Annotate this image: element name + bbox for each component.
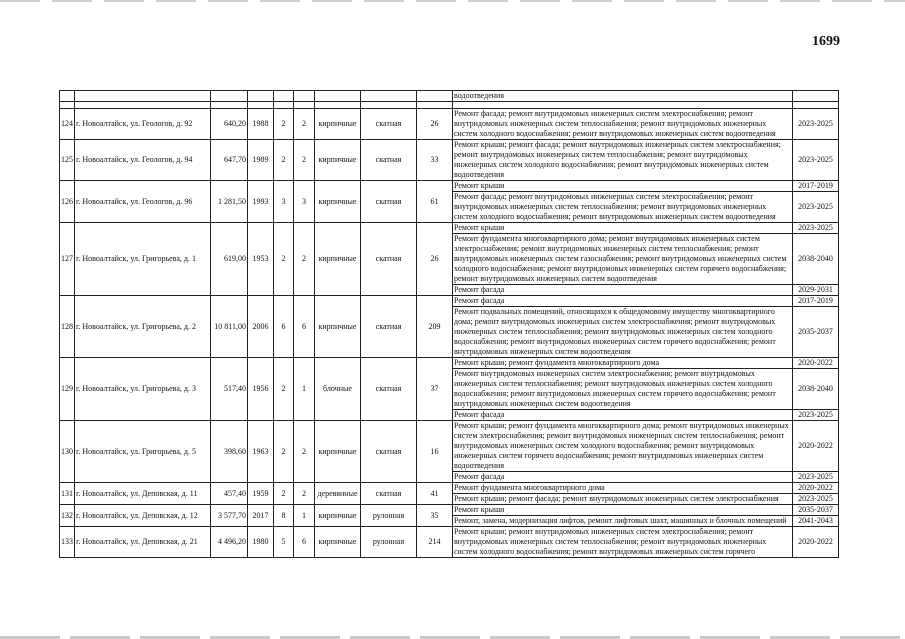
work-description: Ремонт крыши; ремонт внутридомовых инженерных систем электроснабжения; ремонт внутридомовых инженерных систем теплоснабжения; ремонт внутридомовых инженерных систем холодного водоснабжения; ремонт внутридомовых инженерных систем горячего [453, 527, 793, 558]
roof-type: скатная [361, 140, 417, 181]
work-description: Ремонт фасада; ремонт внутридомовых инженерных систем электроснабжения; ремонт внутридомовых инженерных систем теплоснабжения; ремонт внутридомовых инженерных систем холодного водоснабжения; ремонт внутридомовых инженерных систем водоотведения [453, 192, 793, 223]
total-area: 1 281,50 [211, 181, 248, 223]
work-description: Ремонт крыши [453, 223, 793, 234]
commission-year: 1956 [248, 358, 274, 421]
floors-min: 1 [294, 358, 315, 421]
total-area: 4 496,20 [211, 527, 248, 558]
table-row [60, 358, 839, 369]
row-number: 128 [60, 296, 75, 358]
work-period: 2023-2025 [793, 410, 839, 421]
row-number: 125 [60, 140, 75, 181]
work-period: 2023-2025 [793, 472, 839, 483]
residents-count: 33 [417, 140, 453, 181]
wall-material: кирпичные [315, 223, 361, 296]
work-period: 2020-2022 [793, 421, 839, 472]
row-number: 132 [60, 505, 75, 527]
wall-material: блочные [315, 358, 361, 421]
floors-min: 3 [294, 181, 315, 223]
wall-material: кирпичные [315, 109, 361, 140]
work-description: Ремонт крыши [453, 505, 793, 516]
continuation-text: водоотведения [453, 91, 793, 102]
floors-min: 2 [294, 421, 315, 483]
address: г. Новоалтайск, ул. Геологов, д. 92 [75, 109, 211, 140]
residents-count: 16 [417, 421, 453, 483]
table-row [60, 109, 839, 140]
roof-type: скатная [361, 109, 417, 140]
wall-material: кирпичные [315, 421, 361, 483]
floors-max: 2 [274, 358, 294, 421]
floors-max: 2 [274, 223, 294, 296]
floors-max: 6 [274, 296, 294, 358]
total-area: 517,40 [211, 358, 248, 421]
row-number: 126 [60, 181, 75, 223]
spacer-row [60, 102, 839, 109]
scan-edge-top [0, 0, 905, 2]
commission-year: 1953 [248, 223, 274, 296]
floors-max: 5 [274, 527, 294, 558]
work-period: 2020-2022 [793, 527, 839, 558]
total-area: 647,70 [211, 140, 248, 181]
floors-min: 2 [294, 140, 315, 181]
roof-type: скатная [361, 421, 417, 483]
work-period: 2020-2022 [793, 483, 839, 494]
continuation-row [60, 91, 839, 102]
work-period: 2017-2019 [793, 296, 839, 307]
address: г. Новоалтайск, ул. Григорьева, д. 3 [75, 358, 211, 421]
residents-count: 214 [417, 527, 453, 558]
residents-count: 209 [417, 296, 453, 358]
roof-type: скатная [361, 358, 417, 421]
floors-max: 2 [274, 483, 294, 505]
row-number: 133 [60, 527, 75, 558]
address: г. Новоалтайск, ул. Геологов, д. 94 [75, 140, 211, 181]
row-number: 124 [60, 109, 75, 140]
floors-max: 2 [274, 140, 294, 181]
work-description: Ремонт внутридомовых инженерных систем электроснабжения; ремонт внутридомовых инженерных систем теплоснабжения; ремонт внутридомовых инженерных систем холодного водоснабжения; ремонт внутридомовых инженерных систем горячего водоснабжения; ремонт внутридомовых инженерных систем водоотведения [453, 369, 793, 410]
total-area: 3 577,70 [211, 505, 248, 527]
residents-count: 35 [417, 505, 453, 527]
wall-material: деревянные [315, 483, 361, 505]
work-description: Ремонт подвальных помещений, относящихся к общедомовому имуществу многоквартирного дома; ремонт внутридомовых инженерных систем электроснабжения; ремонт внутридомовых инженерных систем теплоснабжения; ремонт внутридомовых инженерных систем холодного водоснабжения; ремонт внутридомовых инженерных систем горячего водоснабжения; ремонт внутридомовых инженерных систем водоотведения [453, 307, 793, 358]
total-area: 398,60 [211, 421, 248, 483]
table-row [60, 223, 839, 234]
residents-count: 26 [417, 223, 453, 296]
row-number: 127 [60, 223, 75, 296]
total-area: 10 811,00 [211, 296, 248, 358]
wall-material: кирпичные [315, 140, 361, 181]
commission-year: 1980 [248, 527, 274, 558]
floors-min: 6 [294, 296, 315, 358]
work-period: 2035-2037 [793, 505, 839, 516]
table-row [60, 181, 839, 192]
work-period: 2035-2037 [793, 307, 839, 358]
floors-min: 6 [294, 527, 315, 558]
commission-year: 1989 [248, 140, 274, 181]
work-description: Ремонт крыши; ремонт фундамента многоквартирного дома [453, 358, 793, 369]
work-description: Ремонт фасада [453, 296, 793, 307]
work-description: Ремонт фасада [453, 285, 793, 296]
roof-type: скатная [361, 181, 417, 223]
table-row [60, 296, 839, 307]
roof-type: рулонная [361, 505, 417, 527]
table-row [60, 527, 839, 558]
floors-min: 2 [294, 483, 315, 505]
work-period: 2023-2025 [793, 494, 839, 505]
residents-count: 61 [417, 181, 453, 223]
work-period: 2029-2031 [793, 285, 839, 296]
floors-max: 2 [274, 421, 294, 483]
work-period: 2023-2025 [793, 223, 839, 234]
floors-max: 3 [274, 181, 294, 223]
commission-year: 1993 [248, 181, 274, 223]
roof-type: скатная [361, 483, 417, 505]
table-row [60, 140, 839, 181]
work-description: Ремонт фасада [453, 472, 793, 483]
work-description: Ремонт, замена, модернизация лифтов, ремонт лифтовых шахт, машинных и блочных помещений [453, 516, 793, 527]
residents-count: 37 [417, 358, 453, 421]
work-period: 2038-2040 [793, 234, 839, 285]
work-description: Ремонт фасада [453, 410, 793, 421]
total-area: 640,20 [211, 109, 248, 140]
page-number: 1699 [812, 34, 840, 49]
row-number: 129 [60, 358, 75, 421]
address: г. Новоалтайск, ул. Деповская, д. 12 [75, 505, 211, 527]
wall-material: кирпичные [315, 505, 361, 527]
table-row [60, 483, 839, 494]
residents-count: 26 [417, 109, 453, 140]
roof-type: скатная [361, 296, 417, 358]
work-description: Ремонт крыши; ремонт фундамента многоквартирного дома; ремонт внутридомовых инженерных систем электроснабжения; ремонт внутридомовых инженерных систем теплоснабжения; ремонт внутридомовых инженерных систем холодного водоснабжения; ремонт внутридомовых инженерных систем горячего водоснабжения; ремонт внутридомовых инженерных систем водоотведения [453, 421, 793, 472]
work-period: 2020-2022 [793, 358, 839, 369]
address: г. Новоалтайск, ул. Деповская, д. 11 [75, 483, 211, 505]
work-period: 2041-2043 [793, 516, 839, 527]
work-description: Ремонт фасада; ремонт внутридомовых инженерных систем электроснабжения; ремонт внутридомовых инженерных систем теплоснабжения; ремонт внутридомовых инженерных систем холодного водоснабжения; ремонт внутридомовых инженерных систем водоотведения [453, 109, 793, 140]
work-description: Ремонт фундамента многоквартирного дома; ремонт внутридомовых инженерных систем электроснабжения; ремонт внутридомовых инженерных систем теплоснабжения; ремонт внутридомовых инженерных систем газоснабжения; ремонт внутридомовых инженерных систем холодного водоснабжения; ремонт внутридомовых инженерных систем горячего водоснабжения; ремонт внутридомовых инженерных систем водоотведения [453, 234, 793, 285]
floors-max: 2 [274, 109, 294, 140]
residents-count: 41 [417, 483, 453, 505]
address: г. Новоалтайск, ул. Григорьева, д. 5 [75, 421, 211, 483]
work-description: Ремонт крыши; ремонт фасада; ремонт внутридомовых инженерных систем электроснабжения [453, 494, 793, 505]
work-period: 2023-2025 [793, 140, 839, 181]
work-description: Ремонт крыши; ремонт фасада; ремонт внутридомовых инженерных систем электроснабжения; ремонт внутридомовых инженерных систем теплоснабжения; ремонт внутридомовых инженерных систем холодного водоснабжения; ремонт внутридомовых инженерных систем водоотведения [453, 140, 793, 181]
address: г. Новоалтайск, ул. Григорьева, д. 1 [75, 223, 211, 296]
floors-min: 2 [294, 223, 315, 296]
wall-material: кирпичные [315, 181, 361, 223]
commission-year: 2017 [248, 505, 274, 527]
work-description: Ремонт крыши [453, 181, 793, 192]
floors-max: 8 [274, 505, 294, 527]
wall-material: кирпичные [315, 296, 361, 358]
row-number: 131 [60, 483, 75, 505]
row-number: 130 [60, 421, 75, 483]
commission-year: 2006 [248, 296, 274, 358]
wall-material: кирпичные [315, 527, 361, 558]
address: г. Новоалтайск, ул. Деповская, д. 21 [75, 527, 211, 558]
total-area: 619,00 [211, 223, 248, 296]
work-period: 2023-2025 [793, 192, 839, 223]
floors-min: 2 [294, 109, 315, 140]
commission-year: 1988 [248, 109, 274, 140]
roof-type: рулонная [361, 527, 417, 558]
address: г. Новоалтайск, ул. Геологов, д. 96 [75, 181, 211, 223]
work-period: 2038-2040 [793, 369, 839, 410]
commission-year: 1959 [248, 483, 274, 505]
floors-min: 1 [294, 505, 315, 527]
work-period: 2017-2019 [793, 181, 839, 192]
total-area: 457,40 [211, 483, 248, 505]
overhaul-register-table [59, 90, 839, 558]
commission-year: 1963 [248, 421, 274, 483]
table-row [60, 421, 839, 472]
table-row [60, 505, 839, 516]
work-description: Ремонт фундамента многоквартирного дома [453, 483, 793, 494]
roof-type: скатная [361, 223, 417, 296]
work-period: 2023-2025 [793, 109, 839, 140]
address: г. Новоалтайск, ул. Григорьева, д. 2 [75, 296, 211, 358]
